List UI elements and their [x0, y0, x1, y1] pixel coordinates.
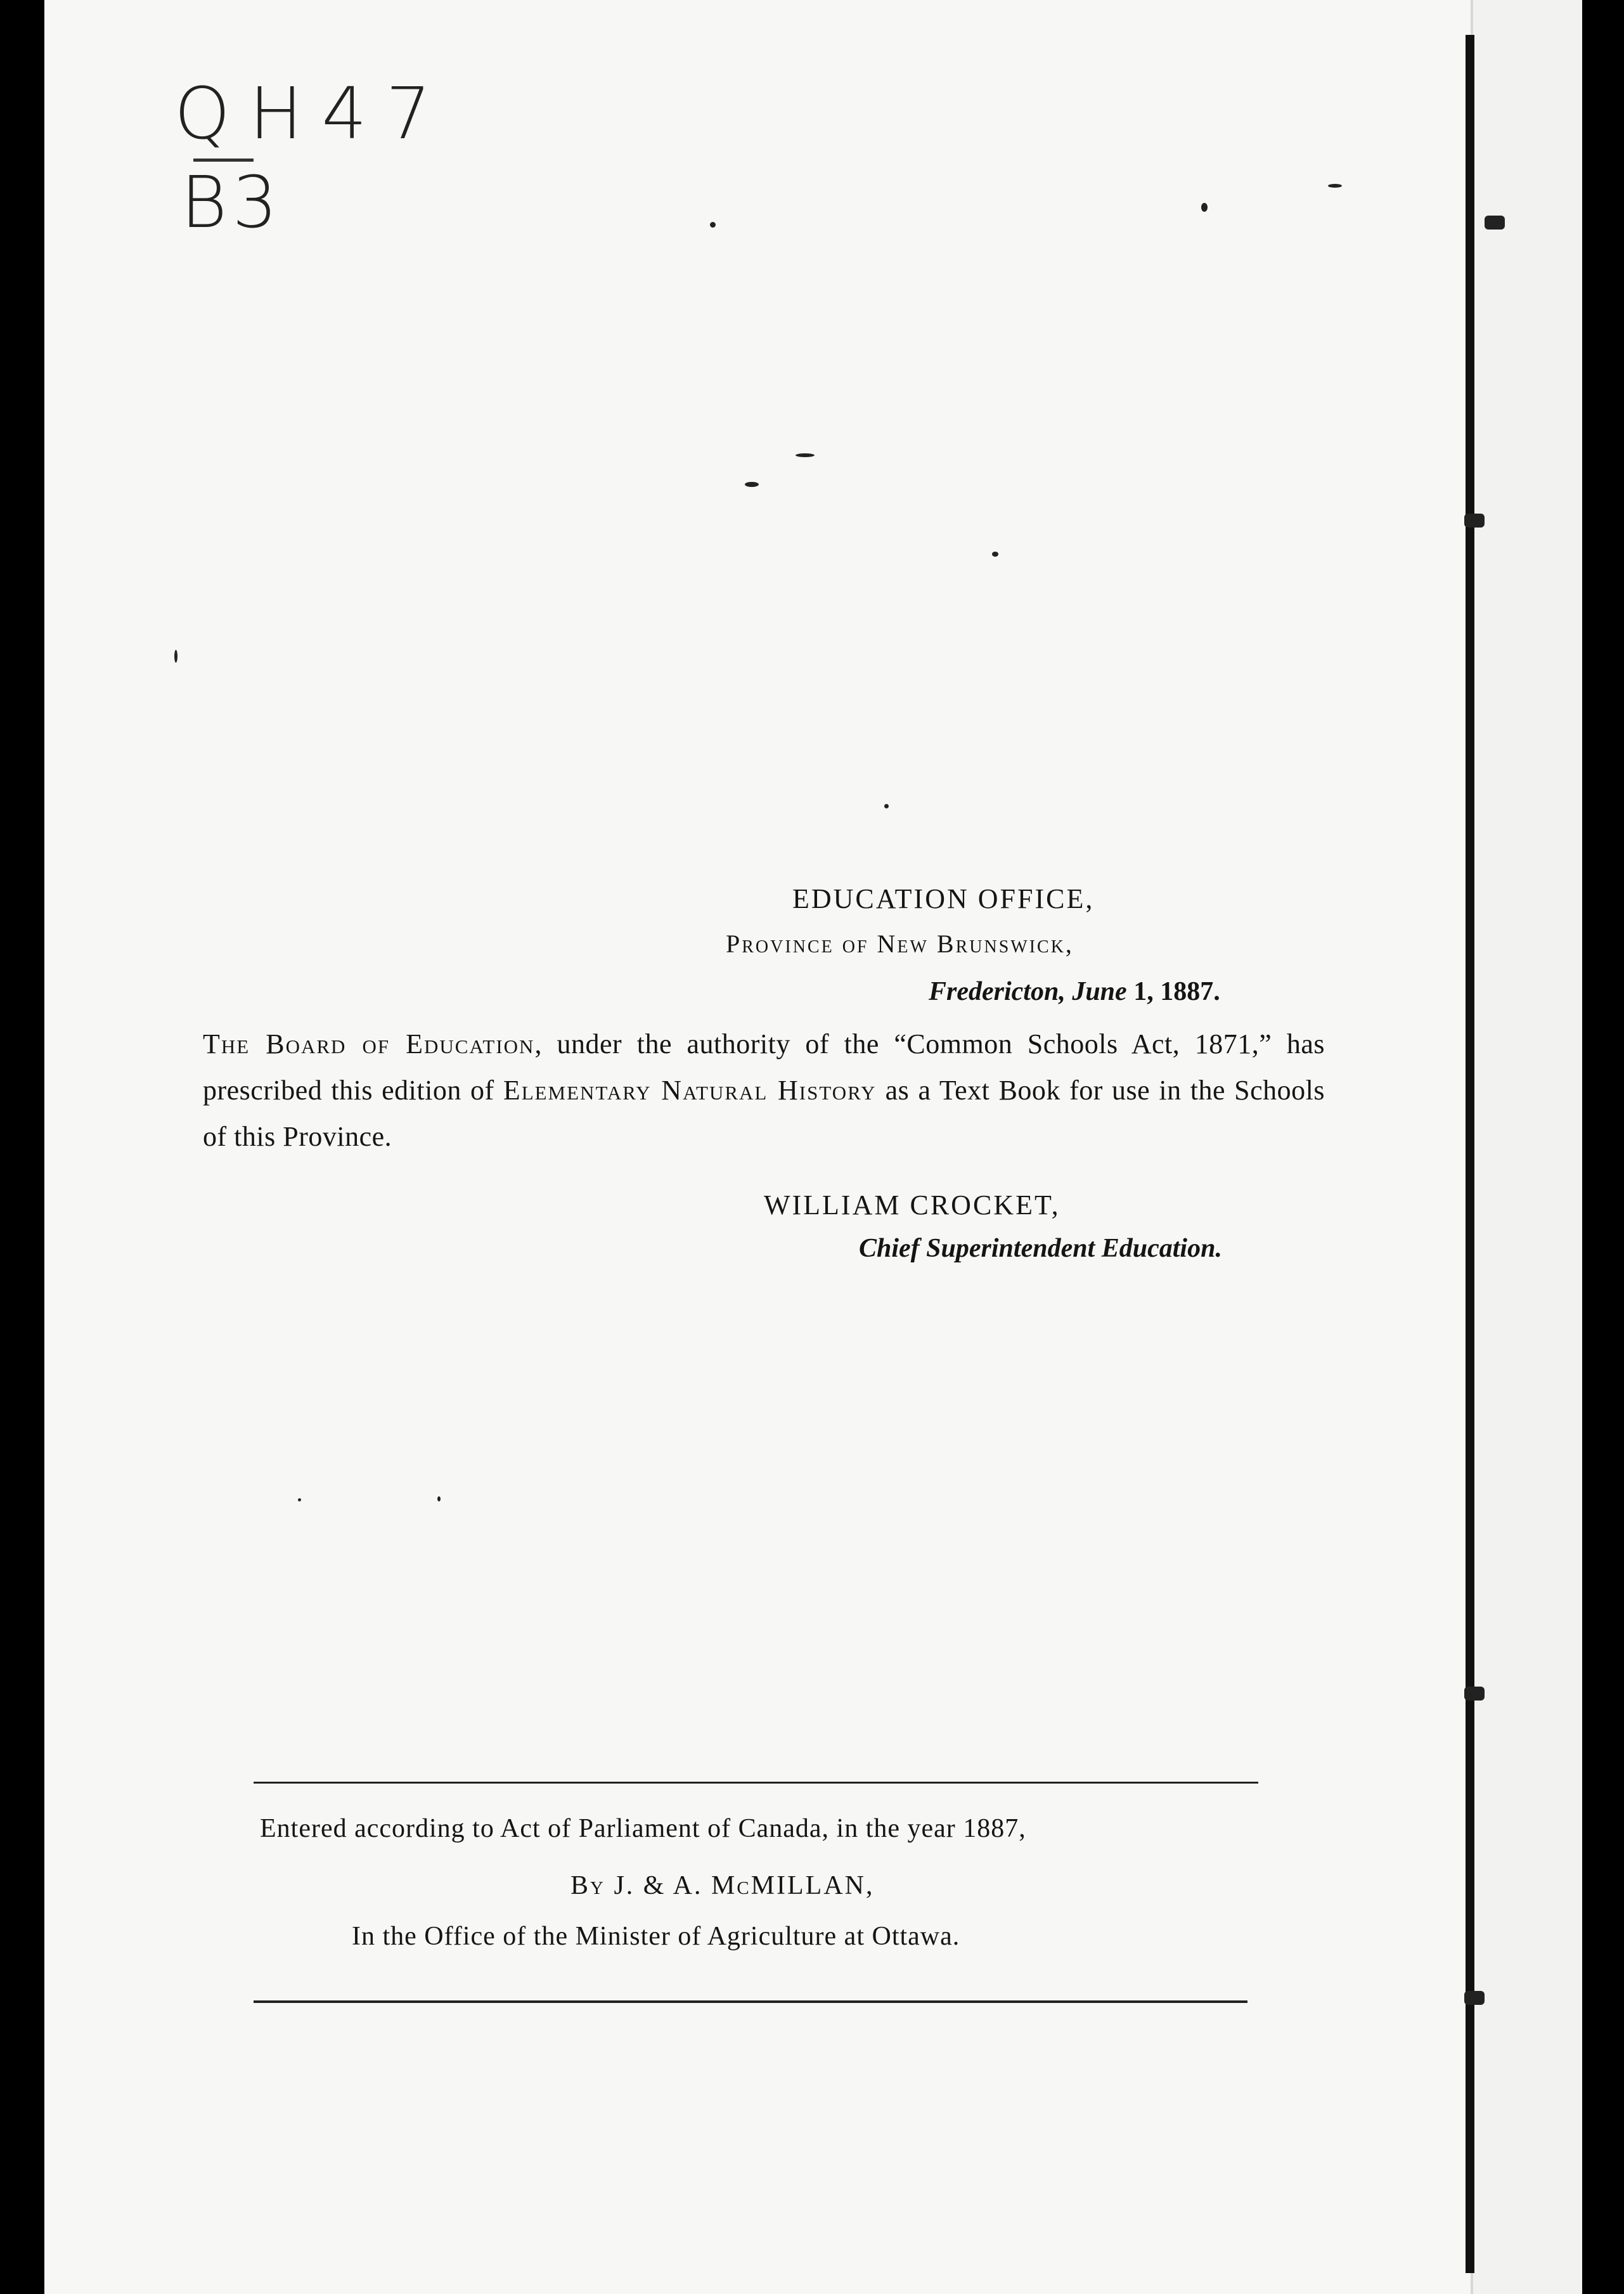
- handwritten-call-number-line1: QH47: [174, 73, 450, 155]
- adjacent-page-edge: [1471, 0, 1582, 2294]
- paper-speck: [884, 804, 889, 808]
- divider-top: [254, 1782, 1258, 1784]
- board-name: The Board of Education: [203, 1028, 535, 1060]
- paper-speck: [437, 1496, 441, 1501]
- paper-speck: [796, 453, 815, 457]
- binding-stitch: [1464, 514, 1485, 528]
- divider-bottom: [254, 2000, 1247, 2003]
- paper-speck: [1201, 203, 1208, 212]
- date-line: [929, 976, 1220, 1007]
- province-heading: Province of New Brunswick,: [726, 930, 1074, 958]
- handwritten-call-number-line2: B3: [181, 162, 283, 244]
- paper-speck: [298, 1498, 301, 1501]
- authorization-text-end: as a Text Book for use in the Schools of this Province.: [203, 1075, 1325, 1152]
- office-heading: EDUCATION OFFICE,: [792, 883, 1095, 914]
- paper-speck: [1328, 184, 1342, 188]
- authorization-paragraph: [203, 1021, 1325, 1160]
- copyright-line-2: By J. & A. McMILLAN,: [570, 1871, 875, 1900]
- date-place: Fredericton, June: [929, 977, 1127, 1006]
- book-title: Elementary Natural History: [503, 1075, 877, 1106]
- binding-spine: [1466, 35, 1474, 2273]
- binding-stitch: [1464, 1991, 1485, 2005]
- signatory-name: WILLIAM CROCKET,: [764, 1189, 1060, 1221]
- binding-stitch: [1485, 216, 1505, 230]
- authorization-text: , under the authority of the “Common Schools Act, 1871,” has prescribed this edition of: [203, 1028, 1325, 1106]
- paper-speck: [992, 552, 998, 557]
- signatory-title: Chief Superintendent Education.: [859, 1234, 1222, 1263]
- paper-speck: [710, 222, 716, 228]
- paper-speck: [174, 650, 177, 663]
- copyright-line-1: Entered according to Act of Parliament of Canada, in the year 1887,: [260, 1814, 1026, 1843]
- date-day: 1, 1887.: [1133, 977, 1220, 1006]
- binding-stitch: [1464, 1687, 1485, 1701]
- copyright-line-3: In the Office of the Minister of Agriculture at Ottawa.: [352, 1922, 960, 1951]
- paper-speck: [745, 482, 759, 487]
